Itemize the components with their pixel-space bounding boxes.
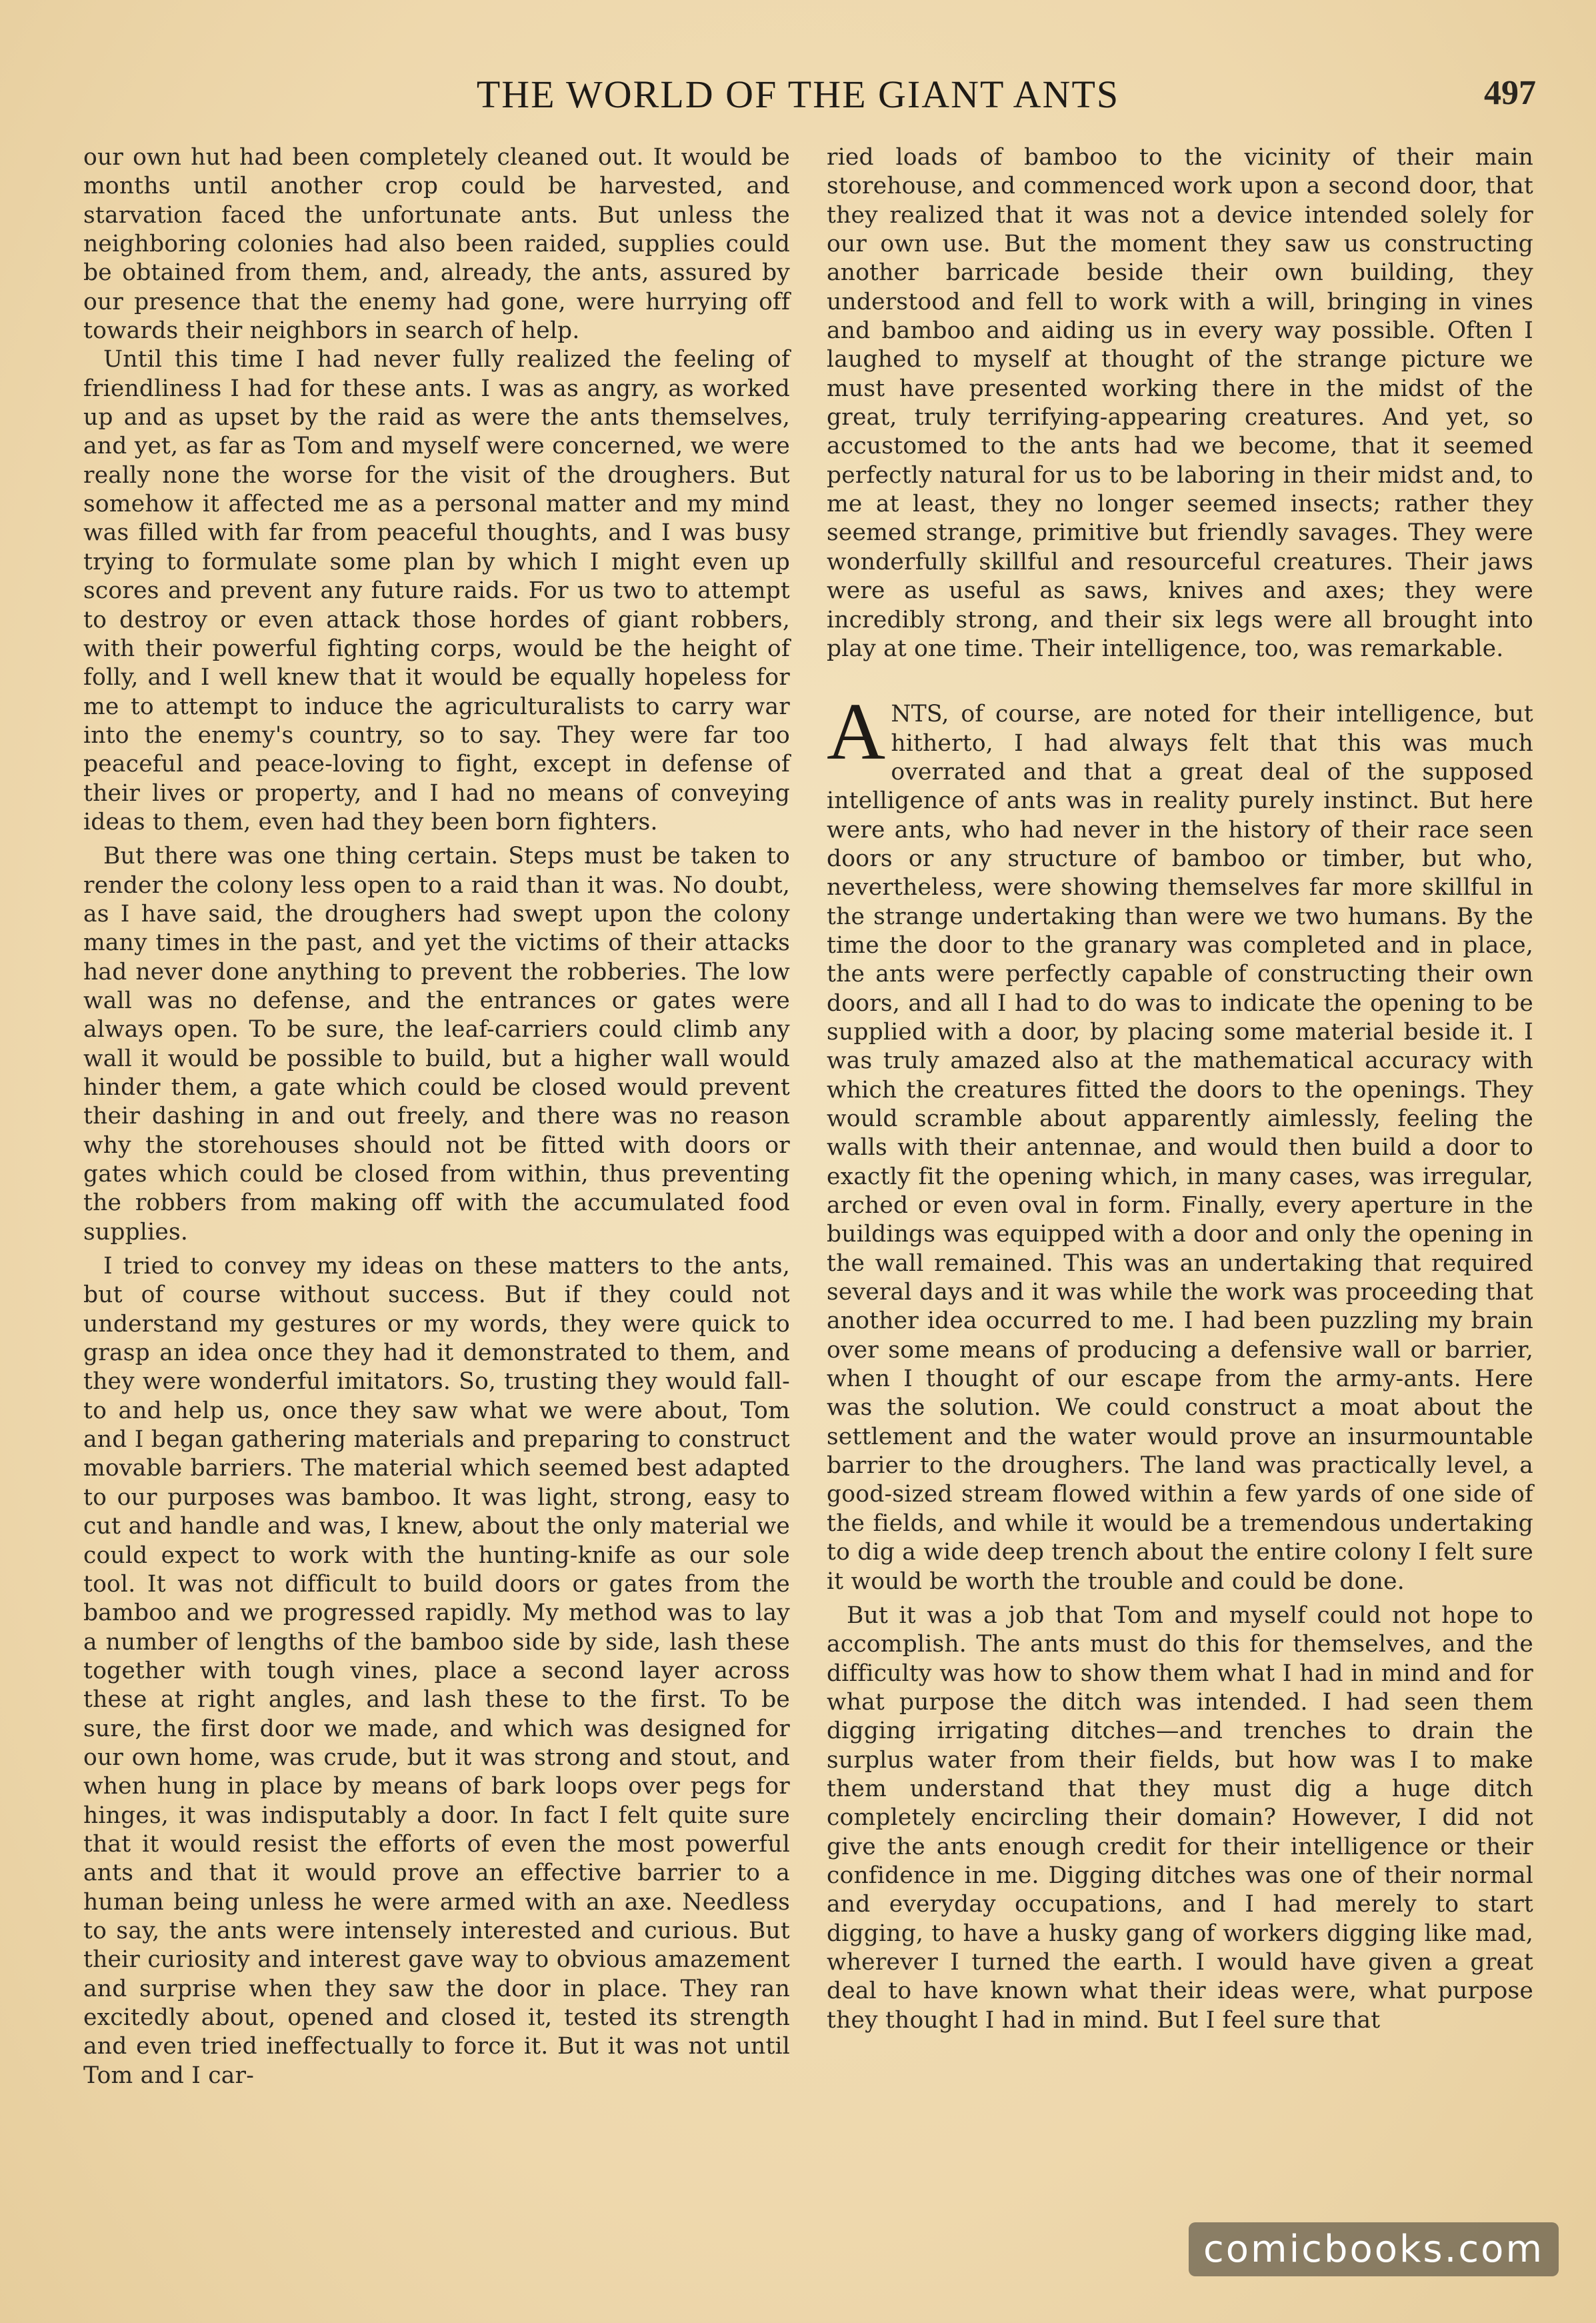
drop-cap: A: [827, 687, 886, 777]
paragraph: But it was a job that Tom and myself could not hope to accomplish. The ants must do this for themselves, and the difficulty was how to show them what I had in mind and for what purpose the ditch was intended. I had seen them digging irrigating ditches—and trenches to drain the surplus water from their fields, but how was I to make them understand that they must dig a huge ditch completely encircling their domain? However, I did not give the ants enough credit for their intelligence or their confidence in me. Digging ditches was one of their normal and everyday occupations, and I had merely to start digging, to have a husky gang of workers digging like mad, wherever I turned the earth. I would have given a great deal to have known what their ideas were, what purpose they thought I had in mind. But I feel sure that: [827, 1602, 1533, 2034]
page-header: [0, 72, 1596, 125]
section-paragraph: [827, 687, 1533, 1596]
right-column: [827, 143, 1533, 2035]
paragraph: our own hut had been completely cleaned out. It would be months until another crop could be harvested, and starvation faced the unfortunate ants. But unless the neighboring colonies had also been raided, supplies could be obtained from them, and, already, the ants, assured by our presence that the enemy had gone, were hurrying off towards their neighbors in search of help.: [83, 144, 790, 345]
running-title: THE WORLD OF THE GIANT ANTS: [476, 73, 1120, 116]
site-watermark: comicbooks.com: [1189, 2222, 1559, 2276]
paragraph: I tried to convey my ideas on these matters to the ants, but of course without success. But if they could not understand my gestures or my words, they were quick to grasp an idea once they had it demonstrated to them, and they were wonderful imitators. So, trusting they would fall-to and help us, once they saw what we were about, Tom and I began gathering materials and preparing to construct movable barriers. The material which seemed best adapted to our purposes was bamboo. It was light, strong, easy to cut and handle and was, I knew, about the only material we could expect to work with the hunting-knife as our sole tool. It was not difficult to build doors or gates from the bamboo and we progressed rapidly. My method was to lay a number of lengths of the bamboo side by side, lash these together with tough vines, place a second layer across these at right angles, and lash these to the first. To be sure, the first door we made, and which was designed for our own home, was crude, but it was strong and stout, and when hung in place by means of bark loops over pegs for hinges, it was indisputably a door. In fact I felt quite sure that it would resist the efforts of even the most powerful ants and that it would prove an effective barrier to a human being unless he were armed with an axe. Needless to say, the ants were intensely interested and curious. But their curiosity and interest gave way to obvious amazement and surprise when they saw the door in place. They ran excitedly about, opened and closed it, tested its strength and even tried ineffectually to force it. But it was not until Tom and I car-: [83, 1253, 790, 2089]
paragraph: Until this time I had never fully realized the feeling of friendliness I had for these ants. I was as angry, as worked up and as upset by the raid as were the ants themselves, and yet, as far as Tom and myself were concerned, we were really none the worse for the visit of the droughers. But somehow it affected me as a personal matter and my mind was filled with far from peaceful thoughts, and I was busy trying to formulate some plan by which I might even up scores and prevent any future raids. For us two to attempt to destroy or even attack those hordes of giant robbers, with their powerful fighting corps, would be the height of folly, and I well knew that it would be equally hopeless for me to attempt to induce the agriculturalists to carry war into the enemy's country, so to say. They were far too peaceful and peace-loving to fight, except in defense of their lives or property, and I had no means of conveying ideas to them, even had they been born fighters.: [83, 346, 790, 835]
paragraph: But there was one thing certain. Steps must be taken to render the colony less open to a raid than it was. No doubt, as I have said, the droughers had swept upon the colony many times in the past, and yet the victims of their attacks had never done anything to prevent the robberies. The low wall was no defense, and the entrances or gates were always open. To be sure, the leaf-carriers could climb any wall it would be possible to build, but a higher wall would hinder them, a gate which could be closed would prevent their dashing in and out freely, and there was no reason why the storehouses should not be fitted with doors or gates which could be closed from within, thus preventing the robbers from making off with the accumulated food supplies.: [83, 843, 790, 1246]
paragraph: ried loads of bamboo to the vicinity of their main storehouse, and commenced work upon a second door, that they realized that it was not a device intended solely for our own use. But the moment they saw us constructing another barricade beside their own building, they understood and fell to work with a will, bringing in vines and bamboo and aiding us in every way possible. Often I laughed to myself at thought of the strange picture we must have presented working there in the midst of the great, truly terrifying-appearing creatures. And yet, so accustomed to the ants had we become, that it seemed perfectly natural for us to be laboring in their midst and, to me at least, they no longer seemed insects; rather they seemed strange, primitive but friendly savages. They were wonderfully skillful and resourceful creatures. Their jaws were as useful as saws, knives and axes; they were incredibly strong, and their six legs were all brought into play at one time. Their intelligence, too, was remarkable.: [827, 144, 1533, 662]
section-paragraph-text: NTS, of course, are noted for their intelligence, but hitherto, I had always felt that this was much overrated and that a great deal of the supposed intelligence of ants was in reality purely instinct. But here were ants, who had never in the history of their race seen doors or any structure of bamboo or timber, but who, nevertheless, were showing themselves far more skillful in the strange undertaking than were we two humans. By the time the door to the granary was completed and in place, the ants were perfectly capable of constructing their own doors, and all I had to do was to indicate the opening to be supplied with a door, by placing some material beside it. I was truly amazed also at the mathematical accuracy with which the creatures fitted the doors to the openings. They would scramble about apparently aimlessly, feeling the walls with their antennae, and would then build a door to exactly fit the opening which, in many cases, was irregular, arched or even oval in form. Finally, every aperture in the buildings was equipped with a door and only the opening in the wall remained. This was an undertaking that required several days and it was while the work was proceeding that another idea occurred to me. I had been puzzling my brain over some means of producing a defensive wall or barrier, when I thought of our escape from the army-ants. Here was the solution. We could construct a moat about the settlement and the water would prove an insurmountable barrier to the droughers. The land was practically level, a good-sized stream flowed within a few yards of one side of the fields, and while it would be a tremendous undertaking to dig a wide deep trench about the entire colony I felt sure it would be worth the trouble and could be done.: [827, 701, 1533, 1595]
page-number: 497: [1484, 74, 1536, 112]
left-column: [83, 143, 790, 2090]
